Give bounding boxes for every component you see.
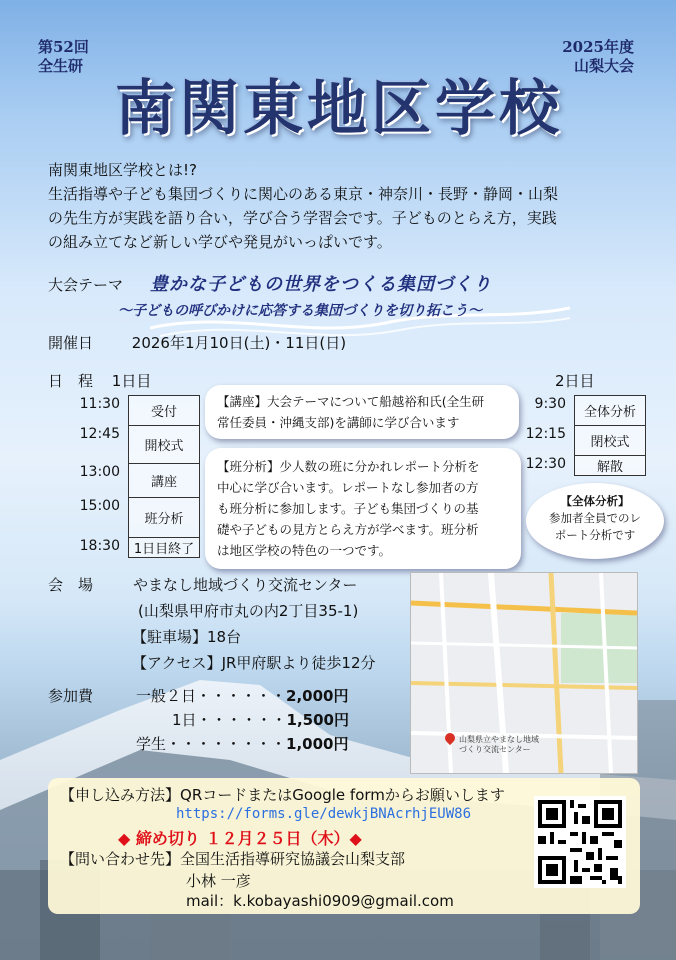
table-row xyxy=(496,426,646,456)
contact-name: 小林 一彦 xyxy=(186,872,251,890)
venue-section xyxy=(48,572,376,676)
event-cell: 班分析 xyxy=(129,498,200,538)
table-row xyxy=(50,464,200,498)
contact-mail[interactable]: mail：k.kobayashi0909@gmail.com xyxy=(186,892,454,910)
application-box xyxy=(48,778,640,914)
event-cell: 解散 xyxy=(575,456,646,476)
contact xyxy=(60,848,405,869)
zentai-tag: 【全体分析】 xyxy=(560,494,630,508)
apply-method xyxy=(60,784,505,805)
lecture-note xyxy=(205,385,519,439)
lecture-text: 常任委員・沖縄支部)を講師に学び合います xyxy=(217,415,460,430)
contact-label: 【問い合わせ先】 xyxy=(60,850,181,868)
intro-line: の先生方が実践を語り合い，学び合う学習会です。子どものとらえ方，実践 xyxy=(48,209,557,227)
table-row xyxy=(50,426,200,464)
day1-schedule xyxy=(50,395,200,558)
fee-price: 2,000円 xyxy=(286,687,349,705)
org-short: 全生研 xyxy=(38,57,84,75)
theme-subtitle: ～子どもの呼びかけに応答する集団づくりを切り拓こう～ xyxy=(118,303,482,319)
theme-label: 大会テーマ xyxy=(48,276,124,294)
han-text: は地区学校の特色の一つです。 xyxy=(217,543,392,558)
access-label: 【アクセス】 xyxy=(132,654,222,672)
lecture-text: 大会テーマについて船越裕和氏(全生研 xyxy=(267,394,485,409)
event-cell: 1日目終了 xyxy=(129,538,200,558)
fee-label: 参加費 xyxy=(48,687,94,705)
schedule-label: 日 程 xyxy=(48,372,94,390)
fiscal-year: 2025年度 xyxy=(562,38,634,56)
event-cell: 開校式 xyxy=(129,426,200,464)
table-row xyxy=(50,396,200,426)
date-label: 開催日 xyxy=(48,334,94,352)
fee-item: 1日・・・・・・ xyxy=(172,711,287,729)
map-pin-text: 山梨県立やまなし地域 xyxy=(459,735,539,744)
map-pin-text: づくり交流センター xyxy=(459,745,531,754)
event-cell: 講座 xyxy=(129,464,200,498)
zentai-text: ポート分析です xyxy=(554,528,636,542)
venue-address: (山梨県甲府市丸の内2丁目35-1) xyxy=(138,602,359,620)
day1-label: 1日目 xyxy=(111,372,152,390)
time-cell: 11:30 xyxy=(79,395,120,412)
venue-map[interactable] xyxy=(410,572,638,774)
time-cell: 13:00 xyxy=(79,463,120,480)
han-text: 中心に学び合います。レポートなし参加者の方 xyxy=(217,480,479,495)
page-title: 南関東地区学校 xyxy=(115,74,563,144)
intro-line: の組み立てなど新しい学びや発見がいっぱいです。 xyxy=(48,233,392,251)
venue-label: 会 場 xyxy=(48,576,94,594)
form-url-link[interactable]: https://forms.gle/dewkjBNAcrhjEUW86 xyxy=(176,806,472,822)
han-analysis-note xyxy=(205,448,521,569)
deadline-text: ◆ 締め切り １２月２５日（木）◆ xyxy=(118,829,362,848)
event-cell: 全体分析 xyxy=(575,396,646,426)
event-cell: 受付 xyxy=(129,396,200,426)
fee-price: 1,000円 xyxy=(286,735,349,753)
map-pin-label xyxy=(459,735,539,755)
fee-item: 一般２日・・・・・・ xyxy=(136,687,287,705)
fee-item: 学生・・・・・・・・ xyxy=(136,735,287,753)
edition-label xyxy=(38,38,89,76)
han-text: も班分析に参加します。子ども集団づくりの基 xyxy=(217,501,479,516)
parking-value: 18台 xyxy=(207,628,242,646)
table-row xyxy=(50,498,200,538)
time-cell: 18:30 xyxy=(79,537,120,554)
convention-name: 山梨大会 xyxy=(573,57,634,75)
event-cell: 閉校式 xyxy=(575,426,646,456)
fee-price: 1,500円 xyxy=(286,711,349,729)
theme-title: 豊かな子どもの世界をつくる集団づくり xyxy=(150,274,492,295)
time-cell: 9:30 xyxy=(534,395,566,412)
date-value: 2026年1月10日(土)・11日(日) xyxy=(131,334,347,352)
day2-label: 2日目 xyxy=(555,372,595,390)
lecture-tag: 【講座】 xyxy=(217,394,268,409)
zentai-text: 参加者全員でのレ xyxy=(549,511,641,525)
parking-label: 【駐車場】 xyxy=(132,628,208,646)
table-row xyxy=(50,538,200,558)
intro-text xyxy=(48,158,648,254)
intro-line: 南関東地区学校とは!? xyxy=(48,161,197,179)
han-tag: 【班分析】 xyxy=(217,459,280,474)
qr-code-graphic xyxy=(534,796,626,888)
han-text: 少人数の班に分かれレポート分析を xyxy=(279,459,480,474)
full-analysis-note xyxy=(526,483,664,559)
time-cell: 15:00 xyxy=(79,497,120,514)
venue-name: やまなし地域づくり交流センター xyxy=(133,576,358,594)
event-date xyxy=(48,332,346,353)
edition-number: 第52回 xyxy=(38,38,89,56)
fee-row xyxy=(136,684,348,708)
qr-code[interactable] xyxy=(534,796,626,888)
han-text: 礎や子どもの見方とらえ方が学べます。班分析 xyxy=(217,522,479,537)
fee-row xyxy=(172,708,349,732)
fee-row xyxy=(136,732,348,756)
apply-method-text: QRコードまたはGoogle formからお願いします xyxy=(180,786,505,804)
time-cell: 12:45 xyxy=(79,425,120,442)
access-value: JR甲府駅より徒歩12分 xyxy=(221,654,376,672)
time-cell: 12:15 xyxy=(525,425,566,442)
schedule-heading xyxy=(48,370,151,391)
time-cell: 12:30 xyxy=(525,455,566,472)
contact-org: 全国生活指導研究協議会山梨支部 xyxy=(180,850,406,868)
intro-line: 生活指導や子ども集団づくりに関心のある東京・神奈川・長野・静岡・山梨 xyxy=(48,185,559,203)
apply-method-label: 【申し込み方法】 xyxy=(60,786,181,804)
